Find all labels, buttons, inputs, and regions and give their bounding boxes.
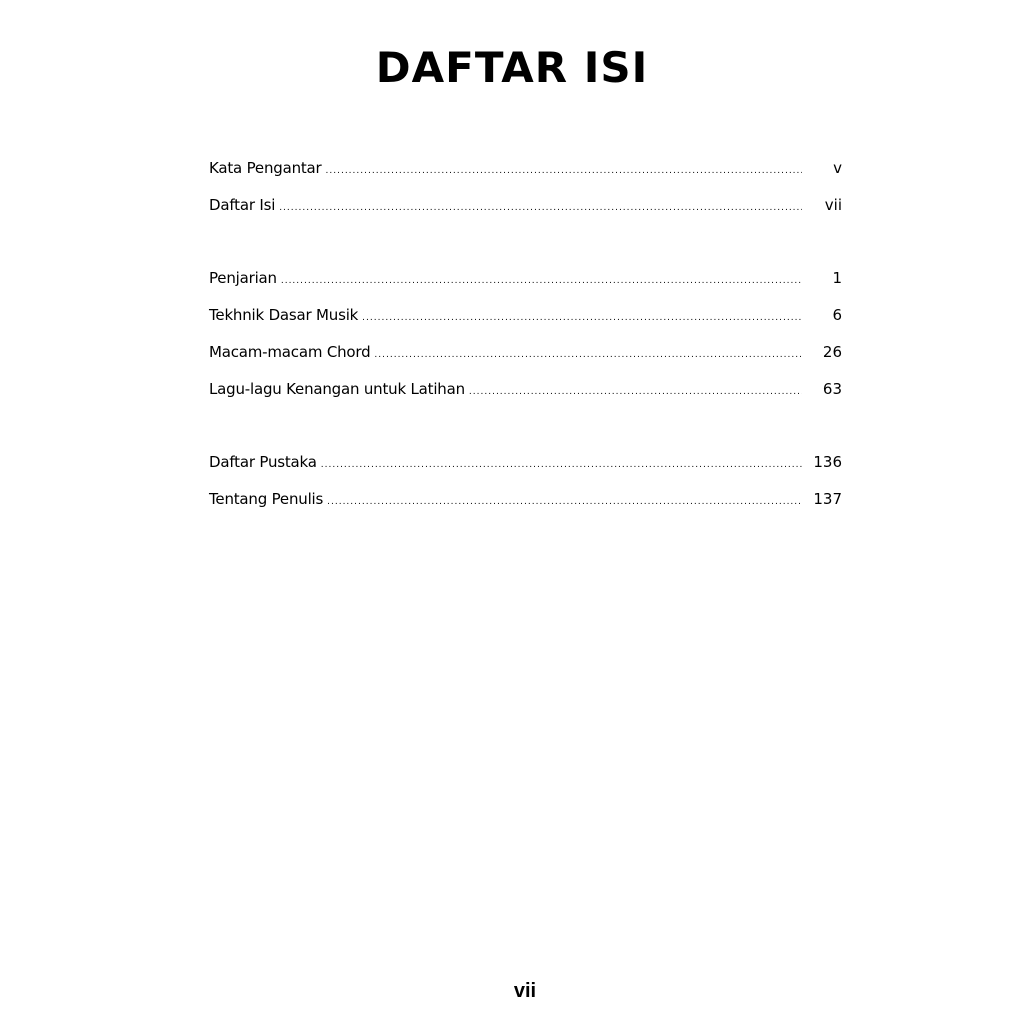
toc-entry-page: v [833, 159, 842, 177]
toc-entry-label: Daftar Pustaka [209, 453, 317, 471]
dot-leader [279, 195, 802, 221]
dot-leader [362, 305, 802, 331]
toc-entry-label: Macam-macam Chord [209, 343, 371, 361]
toc-group-back-matter [209, 449, 842, 523]
toc-entry-page: 1 [832, 269, 842, 287]
toc-entry-page: 136 [813, 453, 842, 471]
toc-entry-page: 26 [822, 343, 842, 361]
toc-entry-page: 6 [832, 306, 842, 324]
toc-entry-label: Tekhnik Dasar Musik [209, 306, 359, 324]
toc-entry-daftar-pustaka[interactable] [209, 449, 842, 486]
toc-entry-tekhnik-dasar-musik[interactable] [209, 302, 842, 339]
table-of-contents [209, 155, 842, 559]
toc-entry-label: Penjarian [209, 269, 277, 287]
dot-leader [469, 379, 802, 405]
page-title: DAFTAR ISI [375, 43, 649, 92]
toc-entry-lagu-lagu-kenangan[interactable] [209, 376, 842, 413]
toc-entry-page: 63 [822, 380, 842, 398]
page-number: vii [513, 980, 537, 1002]
toc-entry-macam-macam-chord[interactable] [209, 339, 842, 376]
toc-group-front-matter [209, 155, 842, 229]
toc-entry-daftar-isi[interactable] [209, 192, 842, 229]
toc-entry-page: vii [824, 196, 842, 214]
toc-entry-tentang-penulis[interactable] [209, 486, 842, 523]
toc-entry-kata-pengantar[interactable] [209, 155, 842, 192]
dot-leader [321, 452, 802, 478]
toc-group-chapters [209, 265, 842, 413]
toc-entry-label: Lagu-lagu Kenangan untuk Latihan [209, 380, 465, 398]
toc-entry-label: Daftar Isi [209, 196, 276, 214]
dot-leader [281, 268, 802, 294]
dot-leader [327, 489, 802, 515]
dot-leader [374, 342, 802, 368]
toc-entry-label: Kata Pengantar [209, 159, 322, 177]
toc-entry-page: 137 [813, 490, 842, 508]
toc-entry-label: Tentang Penulis [209, 490, 324, 508]
toc-entry-penjarian[interactable] [209, 265, 842, 302]
dot-leader [326, 158, 802, 184]
